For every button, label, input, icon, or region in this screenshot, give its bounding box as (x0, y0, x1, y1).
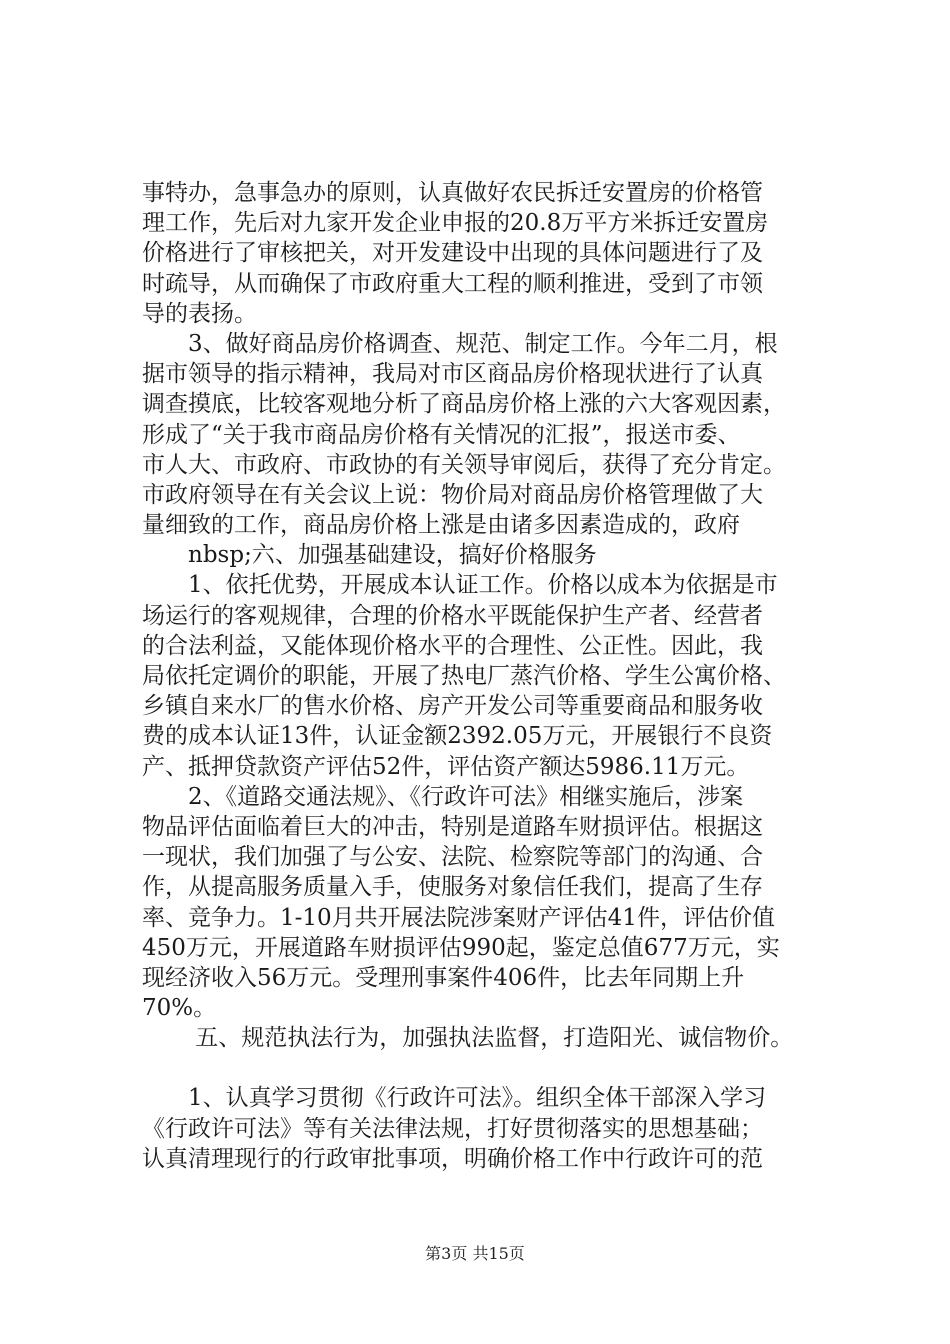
text-line: 市政府领导在有关会议上说：物价局对商品房价格管理做了大 (142, 481, 763, 508)
text-line: 价格进行了审核把关，对开发建设中出现的具体问题进行了及 (142, 240, 763, 267)
text-line: 调查摸底，比较客观地分析了商品房价格上涨的六大客观因素， (142, 391, 786, 418)
text-line: 市人大、市政府、市政协的有关领导审阅后，获得了充分肯定。 (142, 451, 786, 478)
text-line: 3、做好商品房价格调查、规范、制定工作。今年二月，根 (142, 330, 778, 357)
text-line: 2、《道路交通法规》、《行政许可法》相继实施后，涉案 (142, 783, 744, 810)
text-line: 450万元，开展道路车财损评估990起，鉴定总值677万元，实 (142, 934, 780, 961)
text-line: 据市领导的指示精神，我局对市区商品房价格现状进行了认真 (142, 361, 763, 388)
blank-line (142, 1053, 842, 1083)
text-line: 五、规范执法行为，加强执法监督，打造阳光、诚信物价。 (142, 1025, 794, 1052)
text-line: 认真清理现行的行政审批事项，明确价格工作中行政许可的范 (142, 1145, 763, 1172)
text-line: 场运行的客观规律，合理的价格水平既能保护生产者、经营者 (142, 602, 763, 629)
text-line: 事特办，急事急办的原则，认真做好农民拆迁安置房的价格管 (142, 180, 763, 206)
text-line: 产、抵押贷款资产评估52件，评估资产额达5986.11万元。 (142, 753, 750, 780)
page-footer: 第3页 共15页 (425, 1244, 525, 1263)
text-line: 的合法利益，又能体现价格水平的合理性、公正性。因此，我 (142, 632, 763, 659)
text-line: nbsp;六、加强基础建设，搞好价格服务 (142, 542, 597, 569)
text-line: 率、竞争力。1-10月共开展法院涉案财产评估41件，评估价值 (142, 904, 775, 931)
text-line: 1、认真学习贯彻《行政许可法》。组织全体干部深入学习 (142, 1085, 767, 1112)
text-line: 作，从提高服务质量入手，使服务对象信任我们，提高了生存 (142, 874, 763, 901)
text-line: 导的表扬。 (142, 300, 257, 327)
text-line: 70%。 (142, 995, 217, 1022)
text-line: 费的成本认证13件，认证金额2392.05万元，开展银行不良资 (142, 723, 773, 750)
text-line: 现经济收入56万元。受理刑事案件406件，比去年同期上升 (142, 964, 745, 991)
text-line: 物品评估面临着巨大的冲击，特别是道路车财损评估。根据这 (142, 813, 763, 840)
text-line: 时疏导，从而确保了市政府重大工程的顺利推进，受到了市领 (142, 270, 763, 297)
text-line: 形成了“关于我市商品房价格有关情况的汇报”，报送市委、 (142, 421, 741, 448)
text-line: 理工作，先后对九家开发企业申报的20.8万平方米拆迁安置房 (142, 210, 769, 237)
text-line: 量细致的工作，商品房价格上涨是由诸多因素造成的，政府 (142, 512, 740, 539)
text-line: 《行政许可法》等有关法律法规，打好贯彻落实的思想基础； (142, 1115, 763, 1142)
text-line: 局依托定调价的职能，开展了热电厂蒸汽价格、学生公寓价格、 (142, 663, 786, 689)
body-text (142, 178, 842, 1174)
text-line: 1、依托优势，开展成本认证工作。价格以成本为依据是市 (142, 572, 778, 599)
text-line: 一现状，我们加强了与公安、法院、检察院等部门的沟通、合 (142, 844, 763, 871)
text-line: 乡镇自来水厂的售水价格、房产开发公司等重要商品和服务收 (142, 693, 763, 720)
